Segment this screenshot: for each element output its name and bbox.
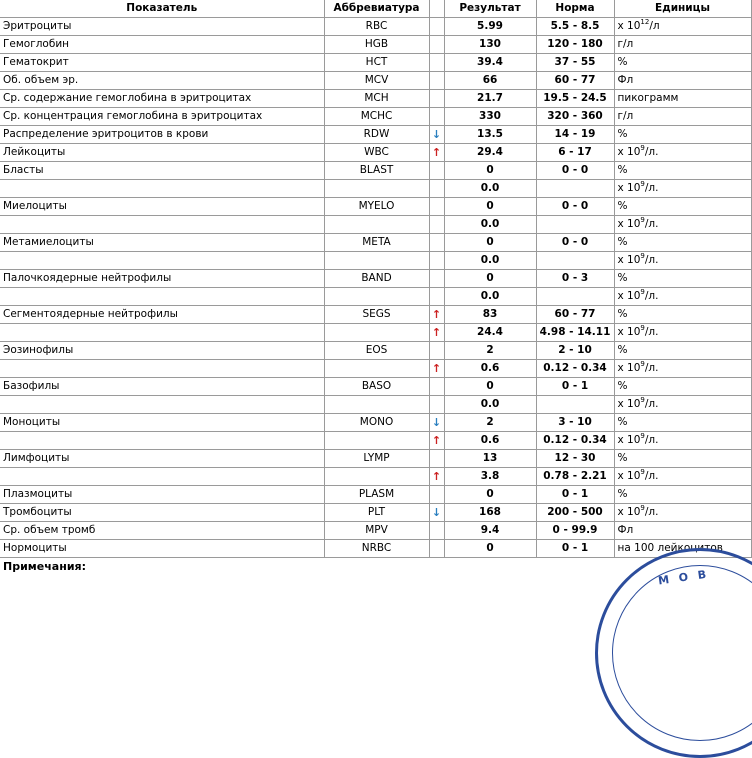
cell-units: [614, 90, 751, 108]
cell-result: 3.8: [444, 468, 536, 486]
unit-text: %: [617, 344, 628, 356]
cell-flag: [429, 360, 444, 378]
cell-result: 0.6: [444, 432, 536, 450]
cell-flag: [429, 378, 444, 396]
table-row: [0, 144, 751, 162]
cell-abbreviation: LYMP: [324, 450, 429, 468]
table-row: [0, 468, 751, 486]
cell-norm: 12 - 30: [536, 450, 614, 468]
cell-indicator: Палочкоядерные нейтрофилы: [0, 270, 324, 288]
cell-units: [614, 270, 751, 288]
arrow-up-icon: ↑: [431, 308, 442, 321]
cell-norm: [536, 288, 614, 306]
table-row: [0, 252, 751, 270]
cell-indicator: Тромбоциты: [0, 504, 324, 522]
cell-indicator: [0, 324, 324, 342]
cell-flag: [429, 342, 444, 360]
unit-text: %: [617, 380, 628, 392]
cell-norm: [536, 216, 614, 234]
cell-abbreviation: HCT: [324, 54, 429, 72]
cell-indicator: Сегментоядерные нейтрофилы: [0, 306, 324, 324]
unit-text: Фл: [617, 74, 634, 86]
cell-flag: [429, 18, 444, 36]
table-row: [0, 306, 751, 324]
cell-indicator: Бласты: [0, 162, 324, 180]
table-row: [0, 270, 751, 288]
arrow-up-icon: ↑: [431, 470, 442, 483]
arrow-up-icon: ↑: [431, 362, 442, 375]
cell-units: [614, 396, 751, 414]
cell-norm: 0 - 0: [536, 162, 614, 180]
table-row: [0, 504, 751, 522]
unit-exponent: 9: [640, 288, 645, 296]
cell-abbreviation: RDW: [324, 126, 429, 144]
cell-abbreviation: BLAST: [324, 162, 429, 180]
cell-abbreviation: BASO: [324, 378, 429, 396]
unit-tail: /л.: [644, 362, 659, 374]
cell-result: 0: [444, 234, 536, 252]
table-row: [0, 288, 751, 306]
cell-units: [614, 36, 751, 54]
arrow-down-icon: ↓: [431, 416, 442, 429]
cell-result: 0.0: [444, 396, 536, 414]
arrow-down-icon: ↓: [431, 506, 442, 519]
cell-flag: [429, 252, 444, 270]
unit-text: x 10: [617, 290, 641, 302]
cell-flag: [429, 324, 444, 342]
stamp-text: М О В: [657, 567, 710, 588]
unit-exponent: 9: [640, 504, 645, 512]
cell-result: 0: [444, 162, 536, 180]
cell-flag: [429, 198, 444, 216]
cell-units: [614, 414, 751, 432]
cell-result: 9.4: [444, 522, 536, 540]
cell-flag: [429, 90, 444, 108]
cell-flag: [429, 234, 444, 252]
table-row: [0, 486, 751, 504]
unit-text: %: [617, 272, 628, 284]
cell-abbreviation: SEGS: [324, 306, 429, 324]
table-row: [0, 180, 751, 198]
cell-norm: 19.5 - 24.5: [536, 90, 614, 108]
cell-flag: [429, 306, 444, 324]
cell-indicator: Эозинофилы: [0, 342, 324, 360]
cell-norm: [536, 180, 614, 198]
cell-norm: 60 - 77: [536, 72, 614, 90]
unit-exponent: 9: [640, 360, 645, 368]
cell-units: [614, 342, 751, 360]
unit-exponent: 9: [640, 432, 645, 440]
cell-units: [614, 432, 751, 450]
cell-result: 13.5: [444, 126, 536, 144]
table-row: [0, 126, 751, 144]
cell-result: 130: [444, 36, 536, 54]
table-row: [0, 18, 751, 36]
cell-abbreviation: [324, 288, 429, 306]
cell-abbreviation: MCH: [324, 90, 429, 108]
cell-result: 0.0: [444, 252, 536, 270]
unit-text: x 10: [617, 434, 641, 446]
table-row: [0, 36, 751, 54]
cell-indicator: Миелоциты: [0, 198, 324, 216]
cell-result: 2: [444, 414, 536, 432]
cell-norm: 0.12 - 0.34: [536, 360, 614, 378]
cell-flag: [429, 54, 444, 72]
cell-flag: [429, 144, 444, 162]
cell-units: [614, 468, 751, 486]
cell-result: 29.4: [444, 144, 536, 162]
cell-indicator: Ср. концентрация гемоглобина в эритроцитах: [0, 108, 324, 126]
table-row: [0, 540, 751, 558]
cell-abbreviation: MCV: [324, 72, 429, 90]
cell-norm: 320 - 360: [536, 108, 614, 126]
cell-flag: [429, 36, 444, 54]
unit-text: г/л: [617, 110, 634, 122]
cell-indicator: Метамиелоциты: [0, 234, 324, 252]
cell-indicator: Гематокрит: [0, 54, 324, 72]
table-row: [0, 90, 751, 108]
cell-units: [614, 522, 751, 540]
table-row: [0, 432, 751, 450]
cell-result: 0: [444, 540, 536, 558]
cell-indicator: Лимфоциты: [0, 450, 324, 468]
cell-indicator: [0, 396, 324, 414]
cell-abbreviation: MONO: [324, 414, 429, 432]
cell-norm: 2 - 10: [536, 342, 614, 360]
unit-text: x 10: [617, 182, 641, 194]
cell-result: 0.0: [444, 180, 536, 198]
cell-abbreviation: [324, 468, 429, 486]
cell-abbreviation: [324, 432, 429, 450]
cell-result: 13: [444, 450, 536, 468]
cell-indicator: Нормоциты: [0, 540, 324, 558]
cell-result: 66: [444, 72, 536, 90]
cell-indicator: [0, 360, 324, 378]
cell-indicator: [0, 252, 324, 270]
cell-indicator: Базофилы: [0, 378, 324, 396]
unit-tail: /л.: [644, 146, 659, 158]
cell-units: [614, 108, 751, 126]
arrow-up-icon: ↑: [431, 434, 442, 447]
cell-units: [614, 126, 751, 144]
unit-text: x 10: [617, 254, 641, 266]
table-row: [0, 162, 751, 180]
arrow-up-icon: ↑: [431, 326, 442, 339]
cell-abbreviation: NRBC: [324, 540, 429, 558]
cell-norm: 0.12 - 0.34: [536, 432, 614, 450]
cell-result: 0: [444, 486, 536, 504]
cell-indicator: Ср. содержание гемоглобина в эритроцитах: [0, 90, 324, 108]
cell-norm: 0 - 1: [536, 540, 614, 558]
unit-text: %: [617, 164, 628, 176]
unit-exponent: 9: [640, 396, 645, 404]
cell-abbreviation: [324, 252, 429, 270]
cell-result: 21.7: [444, 90, 536, 108]
cell-units: [614, 162, 751, 180]
unit-exponent: 9: [640, 180, 645, 188]
cell-result: 330: [444, 108, 536, 126]
cell-indicator: [0, 288, 324, 306]
cell-result: 0.0: [444, 216, 536, 234]
cell-indicator: [0, 432, 324, 450]
unit-text: %: [617, 416, 628, 428]
cell-units: [614, 360, 751, 378]
cell-norm: 0 - 1: [536, 378, 614, 396]
unit-tail: /л.: [644, 398, 659, 410]
table-row: [0, 54, 751, 72]
header-units: Единицы: [614, 0, 751, 18]
cell-abbreviation: [324, 180, 429, 198]
cell-abbreviation: MCHC: [324, 108, 429, 126]
cell-norm: 0 - 0: [536, 198, 614, 216]
table-row: [0, 324, 751, 342]
unit-text: %: [617, 488, 628, 500]
cell-indicator: Плазмоциты: [0, 486, 324, 504]
cell-indicator: Моноциты: [0, 414, 324, 432]
cell-norm: [536, 396, 614, 414]
unit-text: %: [617, 452, 628, 464]
cell-result: 39.4: [444, 54, 536, 72]
cell-flag: [429, 414, 444, 432]
cell-abbreviation: PLT: [324, 504, 429, 522]
unit-exponent: 9: [640, 216, 645, 224]
cell-abbreviation: [324, 324, 429, 342]
unit-text: %: [617, 308, 628, 320]
cell-norm: 60 - 77: [536, 306, 614, 324]
cell-result: 0: [444, 378, 536, 396]
cell-indicator: Гемоглобин: [0, 36, 324, 54]
unit-tail: /л.: [644, 434, 659, 446]
unit-exponent: 9: [640, 324, 645, 332]
cell-result: 168: [444, 504, 536, 522]
cell-abbreviation: [324, 396, 429, 414]
cell-flag: [429, 540, 444, 558]
cell-flag: [429, 162, 444, 180]
cell-abbreviation: META: [324, 234, 429, 252]
cell-norm: 120 - 180: [536, 36, 614, 54]
cell-abbreviation: MPV: [324, 522, 429, 540]
cell-abbreviation: BAND: [324, 270, 429, 288]
arrow-down-icon: ↓: [431, 128, 442, 141]
cell-flag: [429, 432, 444, 450]
unit-tail: /л.: [644, 506, 659, 518]
cell-norm: 0 - 0: [536, 234, 614, 252]
cell-units: [614, 306, 751, 324]
cell-result: 5.99: [444, 18, 536, 36]
unit-text: x 10: [617, 218, 641, 230]
cell-norm: 6 - 17: [536, 144, 614, 162]
cell-units: [614, 504, 751, 522]
table-row: [0, 216, 751, 234]
cell-abbreviation: MYELO: [324, 198, 429, 216]
cell-norm: 0.78 - 2.21: [536, 468, 614, 486]
cell-result: 0.0: [444, 288, 536, 306]
cell-flag: [429, 486, 444, 504]
cell-flag: [429, 270, 444, 288]
notes-label: Примечания:: [3, 560, 86, 573]
unit-tail: /л.: [644, 470, 659, 482]
cell-abbreviation: [324, 360, 429, 378]
header-norm: Норма: [536, 0, 614, 18]
header-abbreviation: Аббревиатура: [324, 0, 429, 18]
cell-units: [614, 486, 751, 504]
table-row: [0, 234, 751, 252]
cell-units: [614, 198, 751, 216]
cell-abbreviation: PLASM: [324, 486, 429, 504]
cell-units: [614, 252, 751, 270]
header-flag: [429, 0, 444, 18]
cell-norm: [536, 252, 614, 270]
unit-text: %: [617, 236, 628, 248]
unit-text: x 10: [617, 326, 641, 338]
cell-flag: [429, 126, 444, 144]
table-row: [0, 522, 751, 540]
cell-units: [614, 216, 751, 234]
cell-norm: 5.5 - 8.5: [536, 18, 614, 36]
cell-flag: [429, 468, 444, 486]
unit-text: г/л: [617, 38, 634, 50]
unit-text: Фл: [617, 524, 634, 536]
cell-norm: 200 - 500: [536, 504, 614, 522]
table-row: [0, 198, 751, 216]
cell-units: [614, 378, 751, 396]
unit-tail: /л: [649, 20, 660, 32]
cell-norm: 37 - 55: [536, 54, 614, 72]
cell-norm: 0 - 1: [536, 486, 614, 504]
cell-norm: 4.98 - 14.11: [536, 324, 614, 342]
unit-tail: /л.: [644, 182, 659, 194]
cell-result: 0: [444, 270, 536, 288]
unit-text: пикограмм: [617, 92, 679, 104]
unit-tail: /л.: [644, 290, 659, 302]
cell-abbreviation: RBC: [324, 18, 429, 36]
cell-flag: [429, 396, 444, 414]
cell-flag: [429, 108, 444, 126]
cell-units: [614, 72, 751, 90]
cell-indicator: Распределение эритроцитов в крови: [0, 126, 324, 144]
table-row: [0, 72, 751, 90]
cell-flag: [429, 504, 444, 522]
table-row: [0, 108, 751, 126]
cell-result: 2: [444, 342, 536, 360]
header-result: Результат: [444, 0, 536, 18]
cell-units: [614, 180, 751, 198]
table-row: [0, 342, 751, 360]
cell-units: [614, 18, 751, 36]
cell-flag: [429, 72, 444, 90]
unit-text: x 10: [617, 362, 641, 374]
cell-flag: [429, 288, 444, 306]
unit-text: %: [617, 128, 628, 140]
cell-units: [614, 450, 751, 468]
unit-text: %: [617, 56, 628, 68]
table-row: [0, 414, 751, 432]
header-indicator: Показатель: [0, 0, 324, 18]
unit-exponent: 9: [640, 468, 645, 476]
cell-result: 0.6: [444, 360, 536, 378]
cell-flag: [429, 180, 444, 198]
cell-flag: [429, 216, 444, 234]
table-row: [0, 396, 751, 414]
cell-norm: 0 - 99.9: [536, 522, 614, 540]
table-header-row: [0, 0, 751, 18]
cell-norm: 0 - 3: [536, 270, 614, 288]
unit-exponent: 9: [640, 252, 645, 260]
unit-tail: /л.: [644, 218, 659, 230]
unit-text: x 10: [617, 20, 641, 32]
cell-indicator: [0, 216, 324, 234]
cell-indicator: Эритроциты: [0, 18, 324, 36]
cell-flag: [429, 522, 444, 540]
unit-text: %: [617, 200, 628, 212]
cell-units: [614, 324, 751, 342]
unit-tail: /л.: [644, 326, 659, 338]
cell-units: [614, 54, 751, 72]
unit-text: x 10: [617, 398, 641, 410]
cell-abbreviation: EOS: [324, 342, 429, 360]
unit-tail: /л.: [644, 254, 659, 266]
cell-indicator: [0, 468, 324, 486]
cell-indicator: [0, 180, 324, 198]
cell-norm: 3 - 10: [536, 414, 614, 432]
table-row: [0, 360, 751, 378]
cell-norm: 14 - 19: [536, 126, 614, 144]
cell-flag: [429, 450, 444, 468]
unit-exponent: 12: [640, 18, 650, 26]
cell-indicator: Ср. объем тромб: [0, 522, 324, 540]
cell-result: 83: [444, 306, 536, 324]
cell-abbreviation: [324, 216, 429, 234]
unit-exponent: 9: [640, 144, 645, 152]
unit-text: на 100 лейкоцитов: [617, 542, 723, 554]
unit-text: x 10: [617, 146, 641, 158]
table-row: [0, 450, 751, 468]
cell-indicator: Об. объем эр.: [0, 72, 324, 90]
cell-units: [614, 288, 751, 306]
cell-abbreviation: HGB: [324, 36, 429, 54]
cell-units: [614, 234, 751, 252]
arrow-up-icon: ↑: [431, 146, 442, 159]
cell-units: [614, 144, 751, 162]
table-row: [0, 378, 751, 396]
stamp-inner-ring: [612, 565, 752, 741]
cell-abbreviation: WBC: [324, 144, 429, 162]
unit-text: x 10: [617, 506, 641, 518]
cell-result: 0: [444, 198, 536, 216]
unit-text: x 10: [617, 470, 641, 482]
cell-indicator: Лейкоциты: [0, 144, 324, 162]
cell-result: 24.4: [444, 324, 536, 342]
